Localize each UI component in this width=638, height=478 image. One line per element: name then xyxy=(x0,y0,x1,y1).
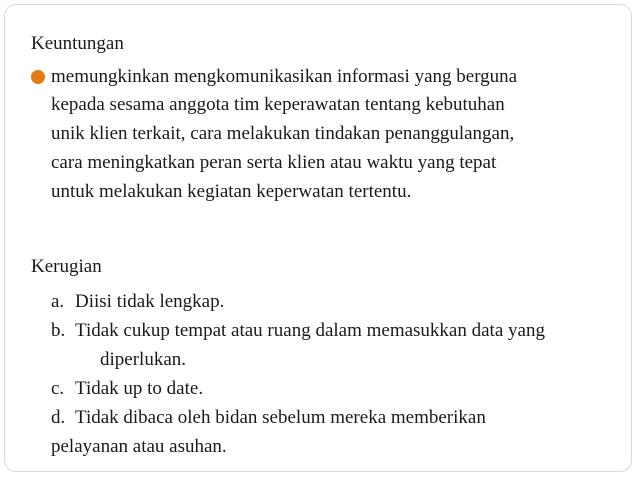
kerugian-item-b-label: b. xyxy=(51,320,66,341)
keuntungan-line-3: unik klien terkait, cara melakukan tindakan penanggulangan, xyxy=(51,123,515,144)
kerugian-item-d-text: Tidak dibaca oleh bidan sebelum mereka memberikan xyxy=(75,407,486,428)
kerugian-item-a xyxy=(51,288,224,316)
bullet-dot-icon xyxy=(31,70,45,84)
keuntungan-line-4: cara meningkatkan peran serta klien atau waktu yang tepat xyxy=(51,152,497,173)
kerugian-item-c xyxy=(51,375,203,403)
kerugian-item-b xyxy=(51,317,545,345)
kerugian-heading: Kerugian xyxy=(31,256,102,277)
kerugian-item-c-label: c. xyxy=(51,378,65,399)
keuntungan-line-2: kepada sesama anggota tim keperawatan tentang kebutuhan xyxy=(51,94,505,115)
kerugian-item-d xyxy=(51,404,486,432)
kerugian-item-c-text: Tidak up to date. xyxy=(75,378,204,399)
kerugian-item-b-continuation: diperlukan. xyxy=(100,349,187,370)
kerugian-item-d-label: d. xyxy=(51,407,66,428)
keuntungan-heading: Keuntungan xyxy=(31,33,124,54)
kerugian-item-a-label: a. xyxy=(51,291,65,312)
kerugian-item-d-continuation: pelayanan atau asuhan. xyxy=(51,436,227,457)
keuntungan-line-5: untuk melakukan kegiatan keperwatan tertentu. xyxy=(51,181,412,202)
kerugian-item-a-text: Diisi tidak lengkap. xyxy=(75,291,225,312)
keuntungan-line-1: memungkinkan mengkomunikasikan informasi yang berguna xyxy=(51,66,518,87)
kerugian-item-b-text: Tidak cukup tempat atau ruang dalam memasukkan data yang xyxy=(75,320,545,341)
